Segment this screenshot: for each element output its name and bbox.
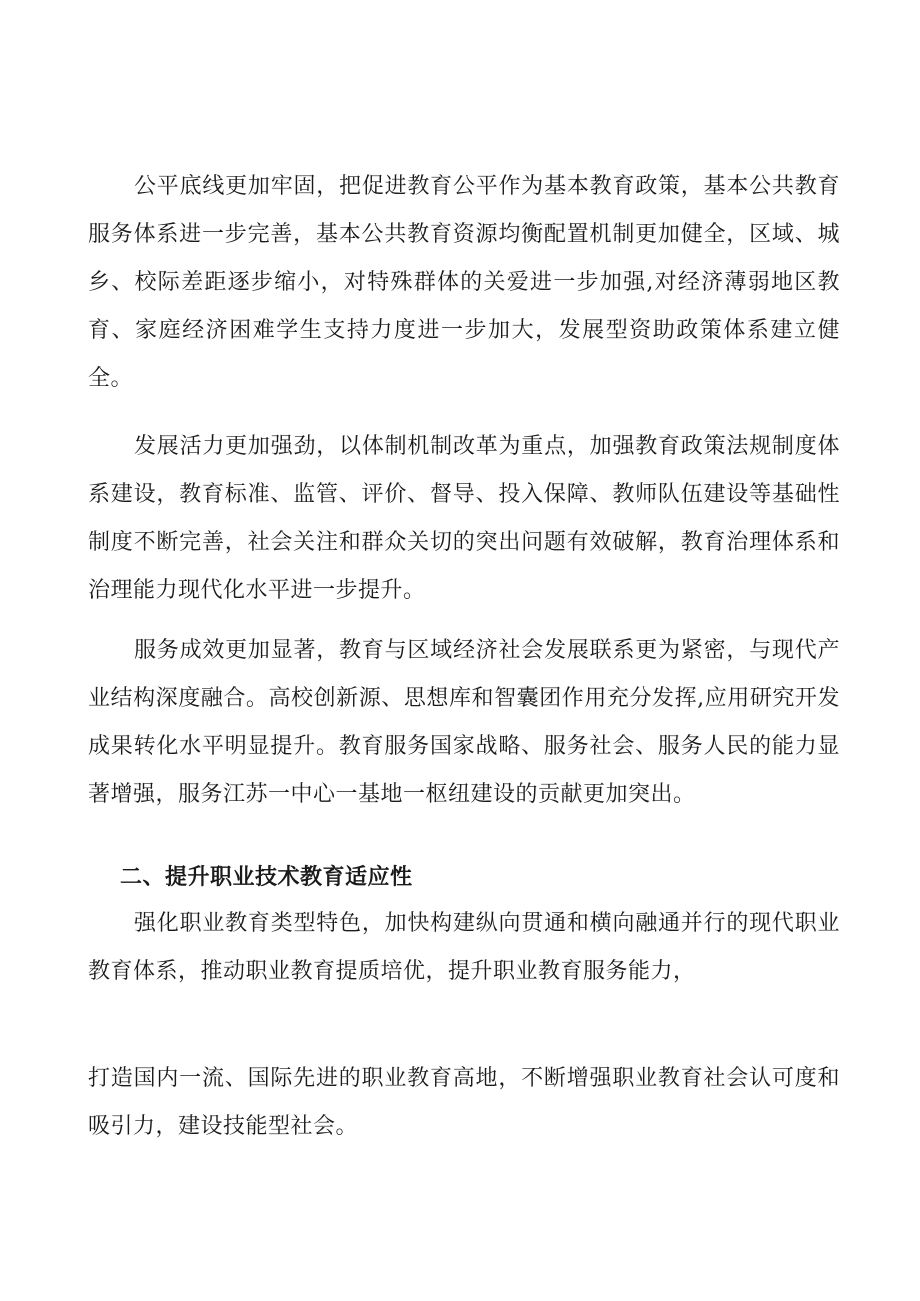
paragraph-vocational-goal: 打造国内一流、国际先进的职业教育高地，不断增强职业教育社会认可度和吸引力，建设技能型社会。 [88,1066,840,1139]
paragraph-equity: 公平底线更加牢固，把促进教育公平作为基本教育政策，基本公共教育服务体系进一步完善，基本公共教育资源均衡配置机制更加健全，区域、城乡、校际差距逐步缩小，对特殊群体的关爱进一步加强,对经济薄弱地区教育、家庭经济困难学生支持力度进一步加大，发展型资助政策体系建立健全。 [88,174,840,391]
paragraph-vocational-intro: 强化职业教育类型特色，加快构建纵向贯通和横向融通并行的现代职业教育体系，推动职业教育提质培优，提升职业教育服务能力， [88,911,840,984]
paragraph-service: 服务成效更加显著，教育与区域经济社会发展联系更为紧密，与现代产业结构深度融合。高校创新源、思想库和智囊团作用充分发挥,应用研究开发成果转化水平明显提升。教育服务国家战略、服务社会、服务人民的能力显著增强，服务江苏一中心一基地一枢纽建设的贡献更加突出。 [88,638,840,807]
section-heading: 二、提升职业技术教育适应性 [120,864,413,890]
paragraph-vitality: 发展活力更加强劲，以体制机制改革为重点，加强教育政策法规制度体系建设，教育标准、监管、评价、督导、投入保障、教师队伍建设等基础性制度不断完善，社会关注和群众关切的突出问题有效破解，教育治理体系和治理能力现代化水平进一步提升。 [88,434,840,603]
